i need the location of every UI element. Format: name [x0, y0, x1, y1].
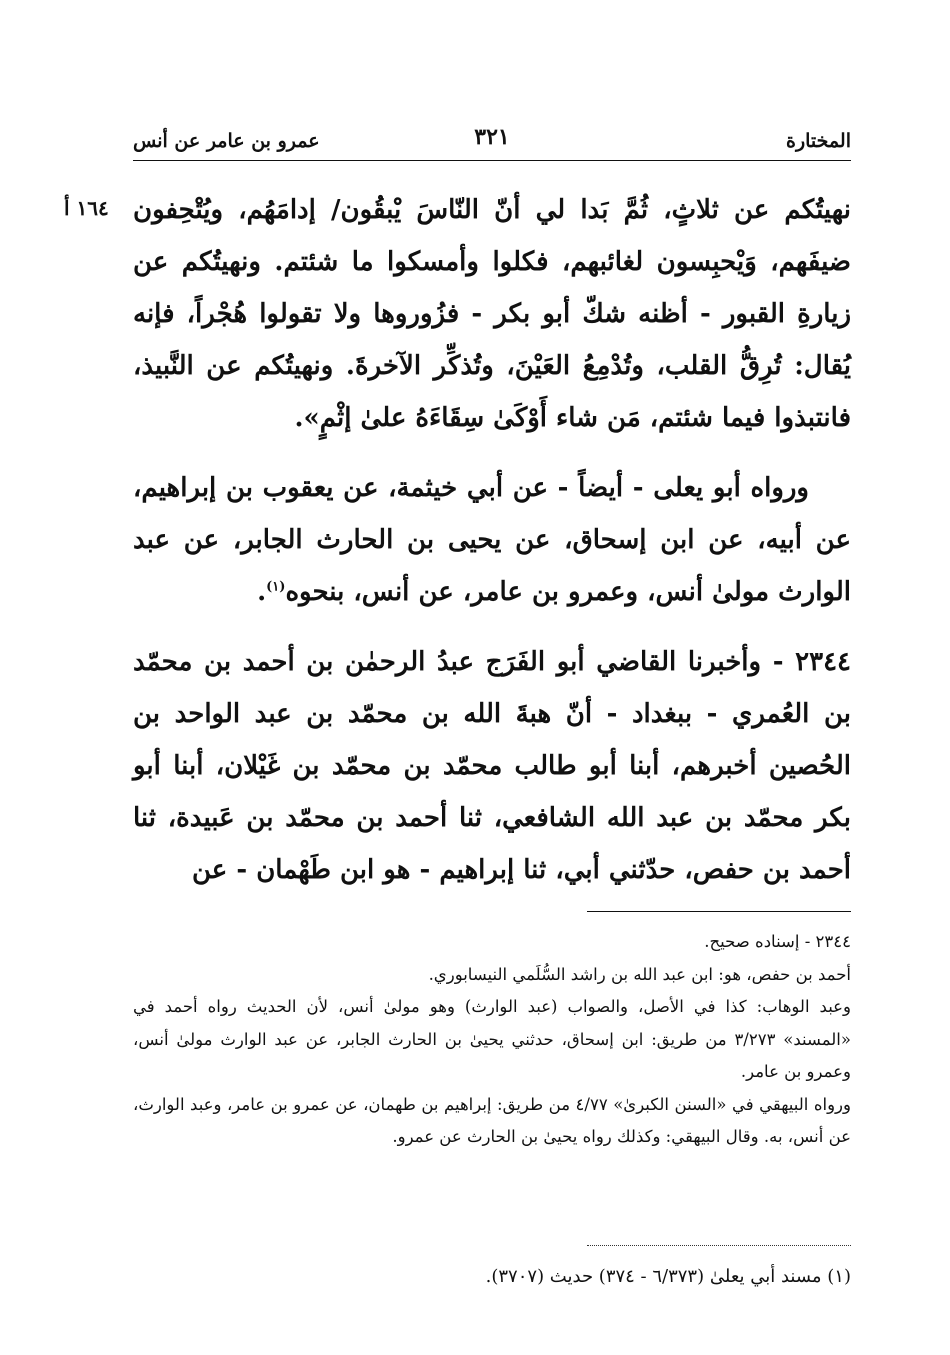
- hadith-text-continuation: [133, 184, 851, 444]
- footnote: [133, 1262, 851, 1292]
- narration-text: ورواه أبو يعلى - أيضاً - عن أبي خيثمة، عن يعقوب بن إبراهيم، عن أبيه، عن ابن إسحاق، عن يحيى بن الحارث الجابر، عن عبد الوارث مولىٰ أنس، وعمرو بن عامر، عن أنس، بنحوه: [133, 473, 851, 607]
- note-line: أحمد بن حفص، هو: ابن عبد الله بن راشد السُّلَمي النيسابوري.: [428, 964, 851, 984]
- section-title: عمرو بن عامر عن أنس: [133, 130, 320, 152]
- paragraph-end: .: [257, 577, 267, 607]
- footnote-text: (١) مسند أبي يعلىٰ (٦/٣٧٣ - ٣٧٤) حديث (٣٧٠٧).: [485, 1266, 851, 1287]
- running-header: [133, 124, 851, 160]
- editor-notes: [133, 926, 851, 1154]
- footnote-separator: [587, 1245, 851, 1246]
- note-line: ٢٣٤٤ - إسناده صحيح.: [704, 932, 851, 951]
- page-number: ٣٢١: [474, 124, 510, 150]
- footnote-ref: (١): [266, 579, 286, 595]
- body-paragraph: نهيتُكم عن ثلاثٍ، ثُمَّ بَدا لي أنّ النّاسَ يْبقُون/ إدامَهُم، ويُتْحِفون ضيفَهم، وَيْحبِسون لغائبهم، فكلوا وأمسكوا ما شئتم. ونهيتُكم عن زيارةِ القبور - أظنه شكّ أبو بكر - فزُوروها ولا تقولوا هُجْراً، فإنه يُقال: تُرِقُّ القلب، وتُدْمِعُ العَيْنَ، وتُذكِّر الآخرةَ. ونهيتُكم عن النَّبيذ، فانتبذوا فيما شئتم، مَن شاء أَوْكَىٰ سِقَاءَهُ علىٰ إثْمٍ».: [133, 195, 851, 433]
- note-line: وعبد الوهاب: كذا في الأصل، والصواب (عبد الوارث) وهو مولىٰ أنس، لأن الحديث رواه أحمد في «المسند» ٣/٢٧٣ من طريق: ابن إسحاق، حدثني يحيىٰ بن الحارث الجابر، عن عبد الوارث مولىٰ أنس، وعمرو بن عامر.: [133, 997, 851, 1081]
- hadith-2344: [133, 636, 851, 896]
- notes-separator: [587, 911, 851, 912]
- book-title: المختارة: [786, 130, 851, 152]
- note-line: ورواه البيهقي في «السنن الكبرىٰ» ٤/٧٧ من طريق: إبراهيم بن طهمان، عن عمرو بن عامر، وعبد الوارث، عن أنس، به. وقال البيهقي: وكذلك رواه يحيىٰ بن الحارث عن عمرو.: [133, 1094, 851, 1146]
- body-paragraph: ٢٣٤٤ - وأخبرنا القاضي أبو الفَرَج عبدُ الرحمٰن بن أحمد بن محمّد بن العُمري - ببغداد - أنّ هبةَ الله بن محمّد بن عبد الواحد بن الحُصين أخبرهم، أبنا أبو طالب محمّد بن محمّد بن غَيْلان، أبنا أبو بكر محمّد بن عبد الله الشافعي، ثنا أحمد بن محمّد بن عَبيدة، ثنا أحمد بن حفص، حدّثني أبي، ثنا إبراهيم - هو ابن طَهْمان - عن: [133, 647, 851, 885]
- body-paragraph: [133, 462, 851, 618]
- narration-paragraph: [133, 462, 851, 618]
- header-rule: [133, 160, 851, 161]
- manuscript-folio-marker: ١٦٤ أ: [64, 196, 109, 220]
